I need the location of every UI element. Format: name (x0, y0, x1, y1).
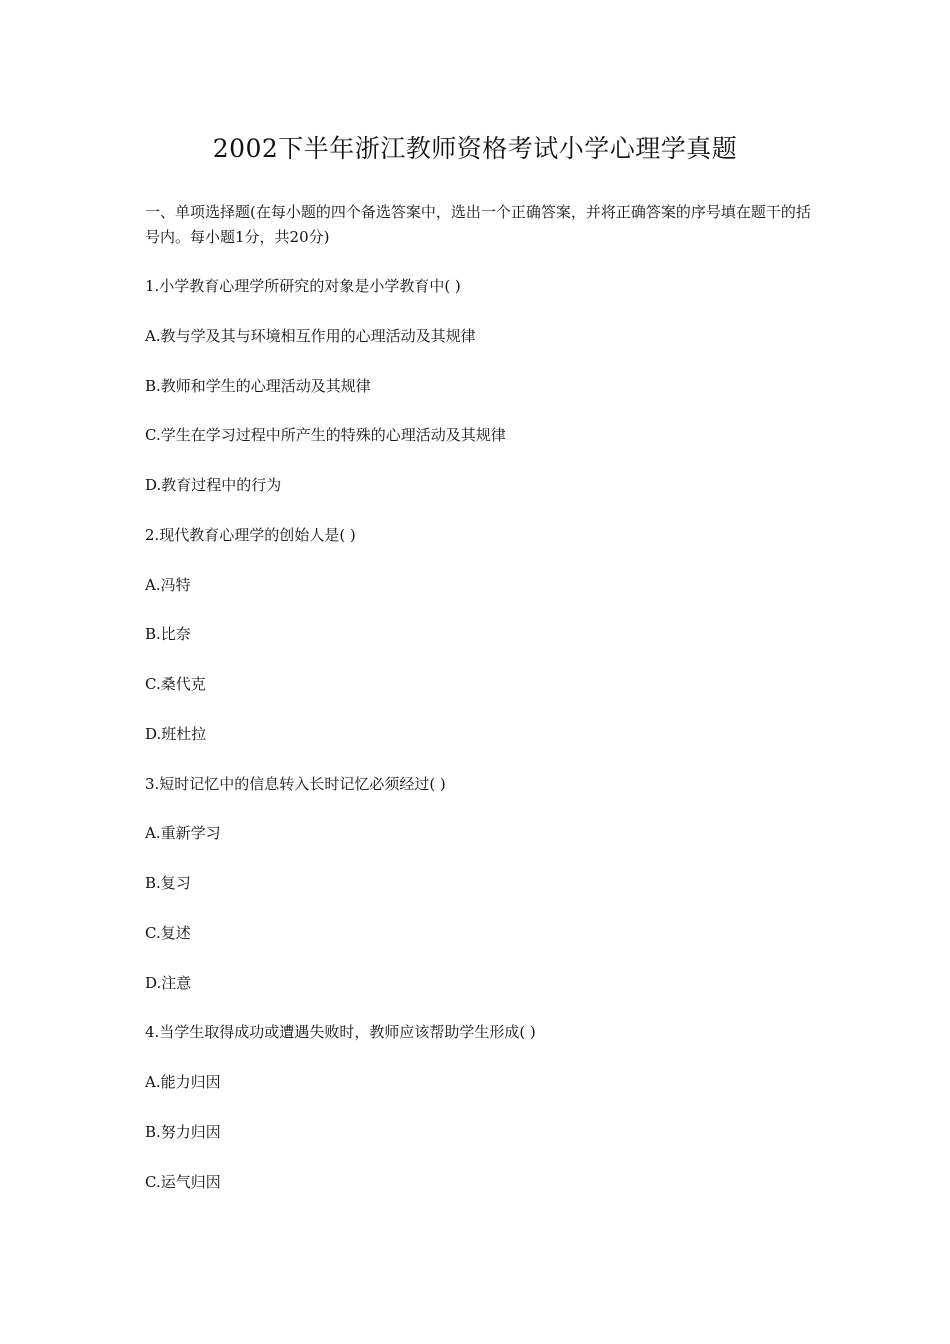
question-2-option-d: D.班杜拉 (145, 725, 207, 743)
question-1-option-b: B.教师和学生的心理活动及其规律 (145, 377, 371, 395)
question-4-option-a: A.能力归因 (145, 1073, 221, 1091)
question-4-option-b: B.努力归因 (145, 1123, 221, 1141)
question-1-option-a: A.教与学及其与环境相互作用的心理活动及其规律 (145, 327, 476, 345)
question-4-option-c: C.运气归因 (145, 1173, 221, 1191)
question-1-stem: 1.小学教育心理学所研究的对象是小学教育中( ) (145, 277, 461, 295)
question-2-option-c: C.桑代克 (145, 675, 206, 693)
question-2-option-a: A.冯特 (145, 576, 191, 594)
question-3-option-c: C.复述 (145, 924, 191, 942)
question-2-stem: 2.现代教育心理学的创始人是( ) (145, 526, 356, 544)
page-title: 2002下半年浙江教师资格考试小学心理学真题 (212, 134, 738, 163)
question-3-option-a: A.重新学习 (145, 824, 221, 842)
question-4-stem: 4.当学生取得成功或遭遇失败时，教师应该帮助学生形成( ) (145, 1023, 536, 1041)
question-1-option-d: D.教育过程中的行为 (145, 476, 282, 494)
section-intro: 一、单项选择题(在每小题的四个备选答案中，选出一个正确答案，并将正确答案的序号填在题干的括号内。每小题1分，共20分) (145, 203, 811, 246)
question-1-option-c: C.学生在学习过程中所产生的特殊的心理活动及其规律 (145, 426, 506, 444)
question-3-stem: 3.短时记忆中的信息转入长时记忆必须经过( ) (145, 775, 446, 793)
question-3-option-d: D.注意 (145, 974, 192, 992)
question-3-option-b: B.复习 (145, 874, 191, 892)
question-2-option-b: B.比奈 (145, 625, 191, 643)
